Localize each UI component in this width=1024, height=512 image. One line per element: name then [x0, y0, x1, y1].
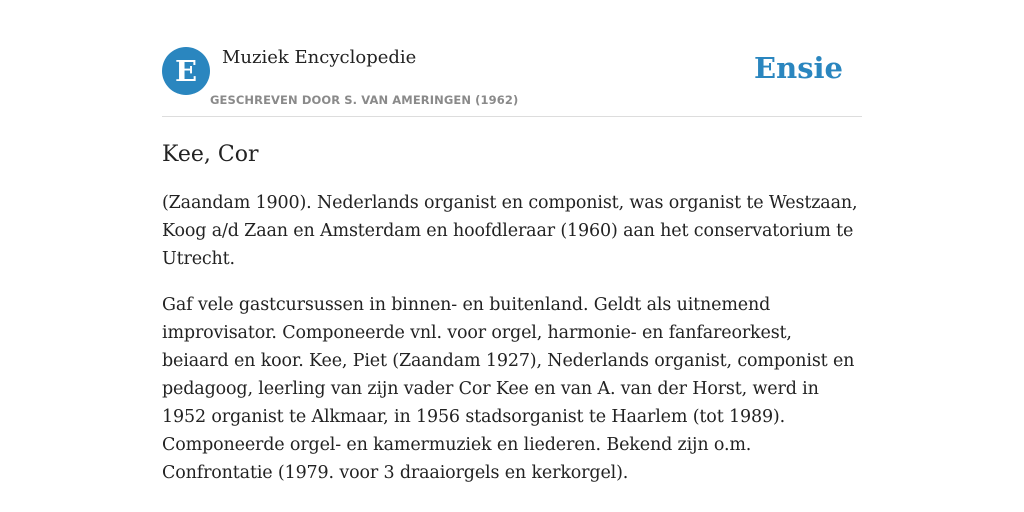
entry-title: Kee, Cor	[162, 142, 259, 167]
entry-content	[162, 141, 862, 505]
author-line: GESCHREVEN DOOR S. VAN AMERINGEN (1962)	[210, 93, 519, 107]
entry-paragraph: Gaf vele gastcursussen in binnen- en buitenland. Geldt als uitnemend improvisator. Componeerde vnl. voor orgel, harmonie- en fanfareorkest, beiaard en koor. Kee, Piet (Zaandam 1927), Nederlands organist, componist en pedagoog, leerling van zijn vader Cor Kee en van A. van der Horst, werd in 1952 organist te Alkmaar, in 1956 stadsorganist te Haarlem (tot 1989). Componeerde orgel- en kamermuziek en liederen. Bekend zijn o.m. Confrontatie (1979. voor 3 draaiorgels en kerkorgel).	[162, 295, 855, 483]
encyclopedia-title-link[interactable]: Muziek Encyclopedie	[222, 47, 417, 68]
ensie-brand-logo[interactable]: Ensie	[754, 51, 843, 85]
encyclopedia-logo-icon[interactable]: E	[162, 47, 210, 95]
entry-paragraph: (Zaandam 1900). Nederlands organist en componist, was organist te Westzaan, Koog a/d Zaan en Amsterdam en hoofdleraar (1960) aan het conservatorium te Utrecht.	[162, 193, 858, 269]
page-header	[162, 46, 862, 117]
